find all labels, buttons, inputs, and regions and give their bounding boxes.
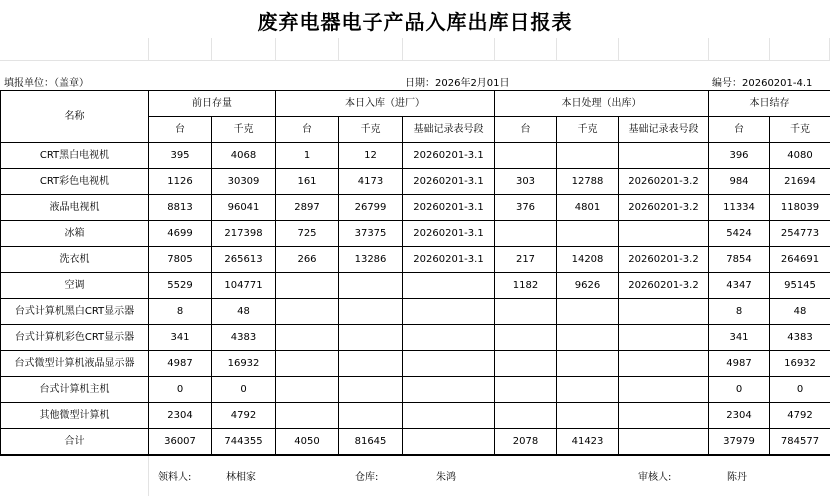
out-kg: 41423 — [557, 429, 619, 455]
close-units: 2304 — [709, 403, 770, 429]
in-units: 4050 — [276, 429, 339, 455]
out-kg — [557, 143, 619, 169]
prev-units: 0 — [149, 377, 212, 403]
in-units: 1 — [276, 143, 339, 169]
out-kg: 14208 — [557, 247, 619, 273]
in-record: 20260201-3.1 — [403, 247, 495, 273]
close-kg: 4080 — [770, 143, 830, 169]
report-title: 废弃电器电子产品入库出库日报表 — [0, 6, 830, 38]
out-record: 20260201-3.2 — [619, 247, 709, 273]
table-row — [1, 143, 830, 169]
close-kg: 264691 — [770, 247, 830, 273]
blank-cell — [148, 38, 212, 61]
prev-units: 2304 — [149, 403, 212, 429]
in-record — [403, 429, 495, 455]
prev-kg: 4383 — [212, 325, 276, 351]
out-units — [495, 143, 557, 169]
row-name: 台式计算机彩色CRT显示器 — [1, 325, 149, 351]
out-units — [495, 325, 557, 351]
row-name: CRT彩色电视机 — [1, 169, 149, 195]
prev-kg: 4792 — [212, 403, 276, 429]
in-units — [276, 377, 339, 403]
in-units: 2897 — [276, 195, 339, 221]
prev-units: 5529 — [149, 273, 212, 299]
prev-units: 341 — [149, 325, 212, 351]
blank-cell — [618, 38, 709, 61]
header-kg: 千克 — [339, 117, 403, 143]
out-record — [619, 429, 709, 455]
close-units: 341 — [709, 325, 770, 351]
prev-units: 8 — [149, 299, 212, 325]
out-record — [619, 143, 709, 169]
out-record — [619, 403, 709, 429]
out-units: 2078 — [495, 429, 557, 455]
close-units: 37979 — [709, 429, 770, 455]
close-units: 4987 — [709, 351, 770, 377]
signature-footer — [0, 455, 830, 496]
header-processing: 本日处理（出库） — [495, 91, 709, 117]
close-kg: 21694 — [770, 169, 830, 195]
close-kg: 254773 — [770, 221, 830, 247]
close-kg: 118039 — [770, 195, 830, 221]
in-record: 20260201-3.1 — [403, 169, 495, 195]
report-date: 日期：2026年2月01日 — [405, 74, 510, 89]
prev-units: 36007 — [149, 429, 212, 455]
report-number: 编号：20260201-4.1 — [712, 74, 812, 89]
in-record — [403, 299, 495, 325]
reviewer-name: 陈丹 — [727, 468, 747, 483]
out-kg — [557, 221, 619, 247]
out-record: 20260201-3.2 — [619, 273, 709, 299]
out-units — [495, 377, 557, 403]
table-row — [1, 299, 830, 325]
warehouse-name: 朱鸿 — [436, 468, 456, 483]
in-record: 20260201-3.1 — [403, 195, 495, 221]
prev-kg: 16932 — [212, 351, 276, 377]
row-name: 洗衣机 — [1, 247, 149, 273]
out-record — [619, 299, 709, 325]
header-unit: 台 — [495, 117, 557, 143]
header-unit: 台 — [149, 117, 212, 143]
close-units: 8 — [709, 299, 770, 325]
prev-kg: 4068 — [212, 143, 276, 169]
row-name: 台式微型计算机液晶显示器 — [1, 351, 149, 377]
inventory-table — [0, 90, 830, 455]
close-kg: 784577 — [770, 429, 830, 455]
out-units: 217 — [495, 247, 557, 273]
in-record — [403, 403, 495, 429]
reporting-unit: 填报单位：（盖章） — [4, 74, 89, 89]
close-kg: 48 — [770, 299, 830, 325]
header-unit: 台 — [276, 117, 339, 143]
row-name: 空调 — [1, 273, 149, 299]
table-row — [1, 247, 830, 273]
out-kg: 12788 — [557, 169, 619, 195]
out-record — [619, 377, 709, 403]
header-record: 基础记录表号段 — [403, 117, 495, 143]
in-kg — [339, 351, 403, 377]
out-kg — [557, 351, 619, 377]
close-units: 7854 — [709, 247, 770, 273]
in-kg: 81645 — [339, 429, 403, 455]
blank-cell — [556, 38, 619, 61]
close-kg: 4383 — [770, 325, 830, 351]
close-kg: 4792 — [770, 403, 830, 429]
in-record — [403, 325, 495, 351]
row-name: 台式计算机主机 — [1, 377, 149, 403]
header-name: 名称 — [1, 91, 149, 143]
in-units — [276, 299, 339, 325]
table-row — [1, 195, 830, 221]
in-units: 266 — [276, 247, 339, 273]
in-kg: 13286 — [339, 247, 403, 273]
warehouse-label: 仓库: — [355, 468, 378, 483]
out-units — [495, 299, 557, 325]
in-kg: 26799 — [339, 195, 403, 221]
table-row — [1, 273, 830, 299]
prev-units: 4987 — [149, 351, 212, 377]
header-row-1 — [1, 91, 830, 117]
out-kg — [557, 299, 619, 325]
header-kg: 千克 — [557, 117, 619, 143]
out-units: 376 — [495, 195, 557, 221]
in-record — [403, 351, 495, 377]
header-unit: 台 — [709, 117, 770, 143]
out-kg — [557, 325, 619, 351]
in-record: 20260201-3.1 — [403, 143, 495, 169]
out-record: 20260201-3.2 — [619, 169, 709, 195]
table-row — [1, 169, 830, 195]
out-record: 20260201-3.2 — [619, 195, 709, 221]
in-record — [403, 273, 495, 299]
table-row — [1, 325, 830, 351]
prev-kg: 96041 — [212, 195, 276, 221]
blank-cell — [338, 38, 403, 61]
in-kg: 12 — [339, 143, 403, 169]
close-units: 396 — [709, 143, 770, 169]
receiver-name: 林相家 — [226, 468, 256, 483]
out-units — [495, 351, 557, 377]
table-row — [1, 429, 830, 455]
row-name: 其他微型计算机 — [1, 403, 149, 429]
close-units: 11334 — [709, 195, 770, 221]
in-units — [276, 351, 339, 377]
out-kg — [557, 403, 619, 429]
in-kg — [339, 273, 403, 299]
out-units: 303 — [495, 169, 557, 195]
close-units: 0 — [709, 377, 770, 403]
close-kg: 95145 — [770, 273, 830, 299]
header-kg: 千克 — [770, 117, 830, 143]
blank-cell — [211, 38, 276, 61]
out-kg: 4801 — [557, 195, 619, 221]
blank-grid-row — [0, 38, 830, 60]
out-kg: 9626 — [557, 273, 619, 299]
prev-units: 8813 — [149, 195, 212, 221]
out-kg — [557, 377, 619, 403]
in-kg: 4173 — [339, 169, 403, 195]
out-units — [495, 221, 557, 247]
in-record — [403, 377, 495, 403]
close-units: 4347 — [709, 273, 770, 299]
in-kg: 37375 — [339, 221, 403, 247]
out-record — [619, 221, 709, 247]
row-name: 液晶电视机 — [1, 195, 149, 221]
out-record — [619, 325, 709, 351]
out-units — [495, 403, 557, 429]
out-record — [619, 351, 709, 377]
header-inbound: 本日入库（进厂） — [276, 91, 495, 117]
in-units: 161 — [276, 169, 339, 195]
row-name: CRT黑白电视机 — [1, 143, 149, 169]
table-row — [1, 377, 830, 403]
header-record: 基础记录表号段 — [619, 117, 709, 143]
table-row — [1, 403, 830, 429]
header-closing: 本日结存 — [709, 91, 830, 117]
prev-units: 395 — [149, 143, 212, 169]
prev-kg: 48 — [212, 299, 276, 325]
footer-divider — [148, 456, 149, 496]
in-kg — [339, 403, 403, 429]
in-units — [276, 273, 339, 299]
close-units: 5424 — [709, 221, 770, 247]
prev-kg: 104771 — [212, 273, 276, 299]
close-kg: 0 — [770, 377, 830, 403]
close-units: 984 — [709, 169, 770, 195]
table-row — [1, 351, 830, 377]
close-kg: 16932 — [770, 351, 830, 377]
row-name: 合计 — [1, 429, 149, 455]
blank-cell — [708, 38, 770, 61]
blank-cell — [769, 38, 830, 61]
blank-cell — [275, 38, 339, 61]
prev-kg: 0 — [212, 377, 276, 403]
header-prev-stock: 前日存量 — [149, 91, 276, 117]
blank-cell — [494, 38, 557, 61]
prev-units: 4699 — [149, 221, 212, 247]
in-kg — [339, 325, 403, 351]
in-kg — [339, 299, 403, 325]
in-units — [276, 325, 339, 351]
prev-kg: 744355 — [212, 429, 276, 455]
reviewer-label: 审核人: — [638, 468, 671, 483]
prev-kg: 30309 — [212, 169, 276, 195]
table-row — [1, 221, 830, 247]
blank-cell — [402, 38, 495, 61]
prev-units: 7805 — [149, 247, 212, 273]
header-kg: 千克 — [212, 117, 276, 143]
receiver-label: 领料人: — [158, 468, 191, 483]
prev-units: 1126 — [149, 169, 212, 195]
in-record: 20260201-3.1 — [403, 221, 495, 247]
in-units — [276, 403, 339, 429]
in-units: 725 — [276, 221, 339, 247]
prev-kg: 217398 — [212, 221, 276, 247]
out-units: 1182 — [495, 273, 557, 299]
prev-kg: 265613 — [212, 247, 276, 273]
row-name: 冰箱 — [1, 221, 149, 247]
blank-cell — [0, 38, 149, 61]
in-kg — [339, 377, 403, 403]
row-name: 台式计算机黑白CRT显示器 — [1, 299, 149, 325]
